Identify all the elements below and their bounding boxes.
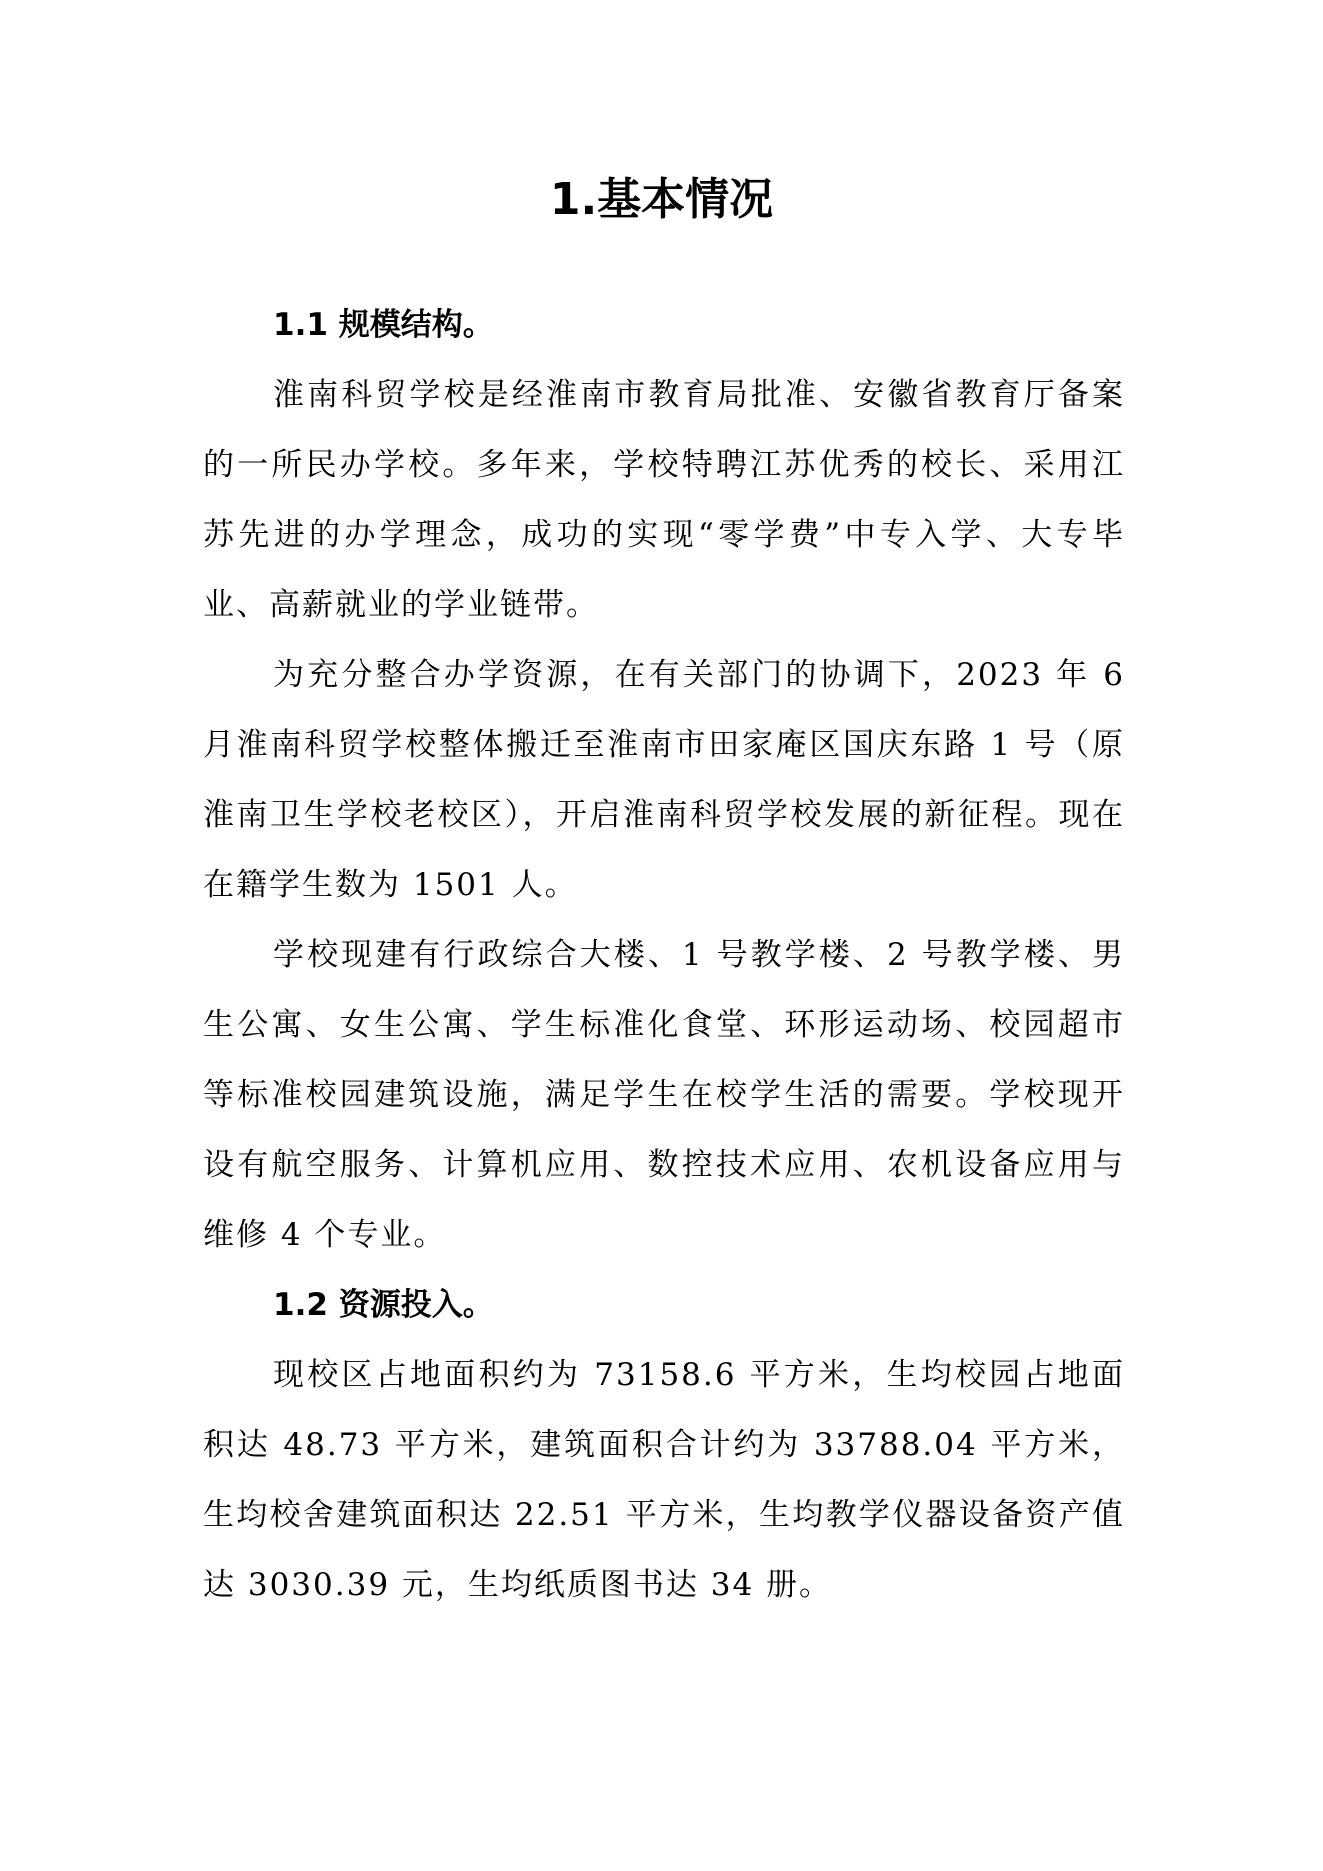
section-scale-structure bbox=[203, 290, 1125, 1270]
document-body bbox=[203, 290, 1125, 1620]
section-heading: 1.1 规模结构。 bbox=[273, 307, 494, 343]
paragraph: 淮南科贸学校是经淮南市教育局批准、安徽省教育厅备案的一所民办学校。多年来，学校特聘江苏优秀的校长、采用江苏先进的办学理念，成功的实现“零学费”中专入学、大专毕业、高薪就业的学业链带。 bbox=[203, 377, 1125, 623]
section-resource-input bbox=[203, 1270, 1125, 1620]
section-heading: 1.2 资源投入。 bbox=[273, 1287, 494, 1323]
paragraph: 现校区占地面积约为 73158.6 平方米，生均校园占地面积达 48.73 平方米，建筑面积合计约为 33788.04 平方米，生均校舍建筑面积达 22.51 平方米，生均教学仪器设备资产值达 3030.39 元，生均纸质图书达 34 册。 bbox=[203, 1357, 1125, 1603]
paragraph: 学校现建有行政综合大楼、1 号教学楼、2 号教学楼、男生公寓、女生公寓、学生标准化食堂、环形运动场、校园超市等标准校园建筑设施，满足学生在校学生活的需要。学校现开设有航空服务、计算机应用、数控技术应用、农机设备应用与维修 4 个专业。 bbox=[203, 937, 1125, 1253]
paragraph: 为充分整合办学资源，在有关部门的协调下，2023 年 6 月淮南科贸学校整体搬迁至淮南市田家庵区国庆东路 1 号（原淮南卫生学校老校区），开启淮南科贸学校发展的新征程。现在在籍学生数为 1501 人。 bbox=[203, 657, 1125, 903]
page-title: 1.基本情况 bbox=[549, 174, 774, 225]
